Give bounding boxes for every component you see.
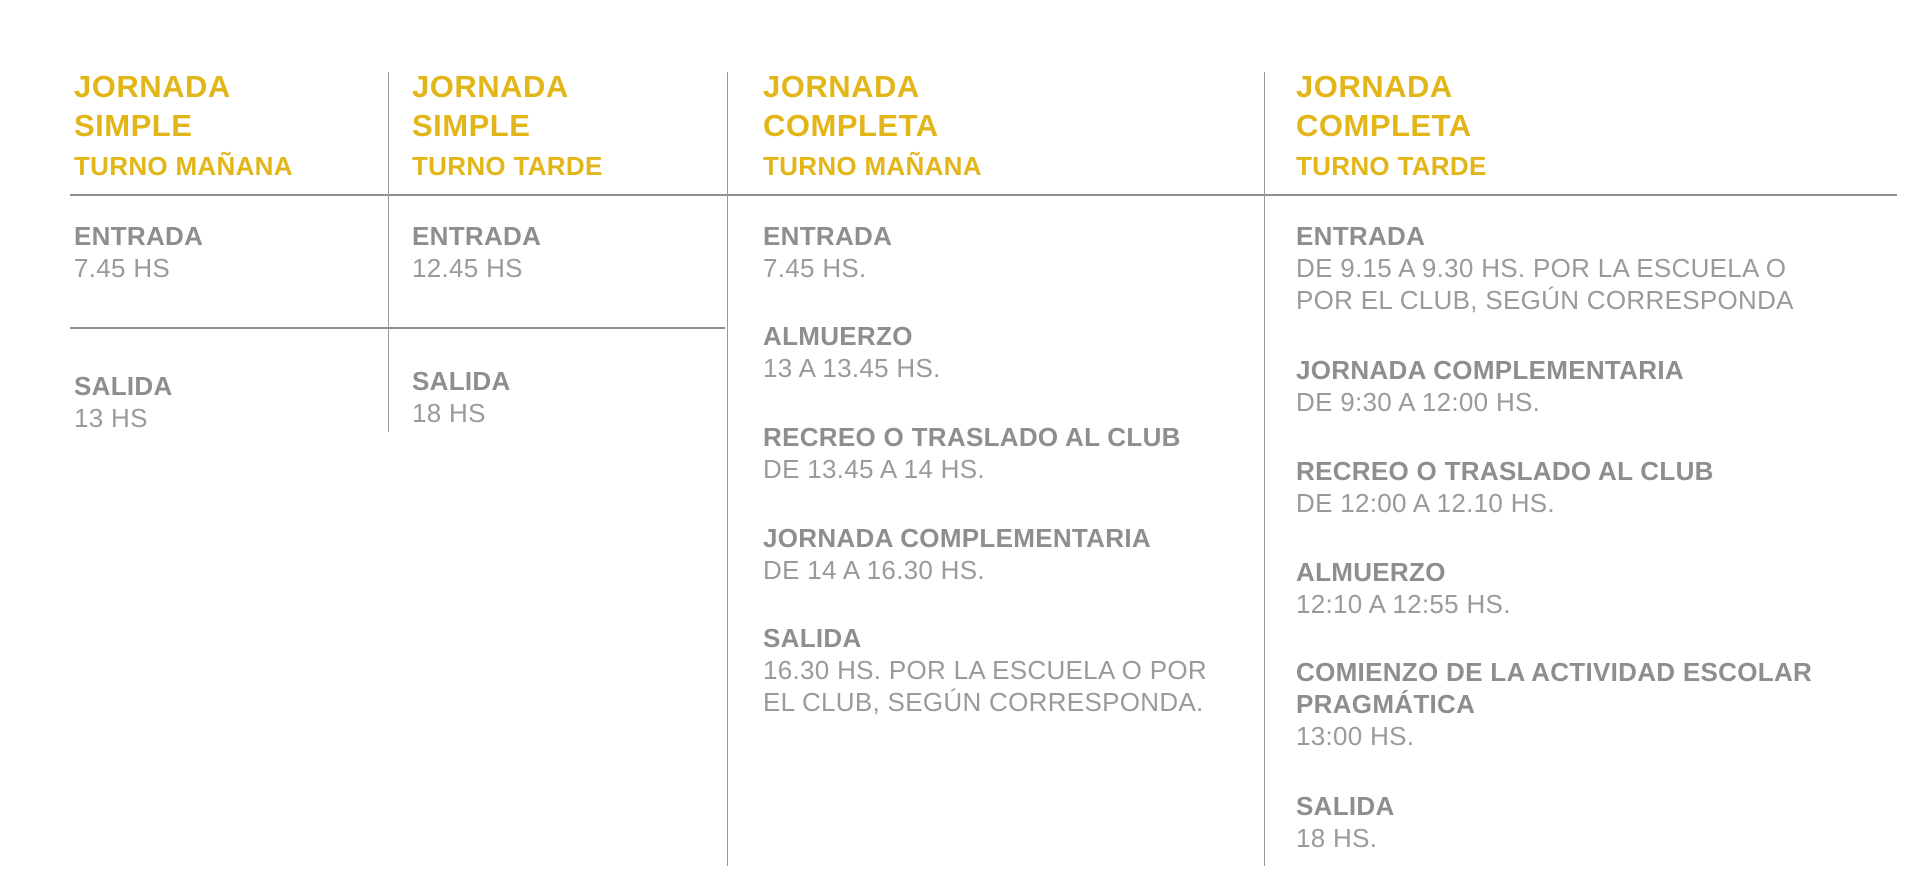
entry-value: 18 HS. (1296, 823, 1378, 853)
schedule-entry (412, 220, 541, 284)
entry-label: COMIENZO DE LA ACTIVIDAD ESCOLAR (1296, 657, 1813, 687)
schedule-entry (1296, 455, 1714, 519)
entry-value: 13:00 HS. (1296, 721, 1415, 751)
entry-label: SALIDA (1296, 791, 1395, 821)
entry-value: DE 9:30 A 12:00 HS. (1296, 387, 1541, 417)
entry-label: RECREO O TRASLADO AL CLUB (763, 422, 1181, 452)
entry-label: JORNADA COMPLEMENTARIA (1296, 355, 1684, 385)
column-divider-3 (1264, 72, 1265, 866)
column-title-line2: COMPLETA (1296, 108, 1472, 143)
entry-label: ENTRADA (74, 221, 204, 251)
column-title-line1: JORNADA (763, 69, 920, 104)
simple-row-divider (70, 327, 725, 329)
schedule-entry (763, 320, 941, 384)
entry-value: DE 14 A 16.30 HS. (763, 555, 985, 585)
entry-value: 7.45 HS. (763, 253, 867, 283)
entry-label: SALIDA (412, 366, 511, 396)
entry-value: DE 9.15 A 9.30 HS. POR LA ESCUELA O (1296, 253, 1787, 283)
schedule-entry (1296, 790, 1395, 854)
entry-value: 18 HS (412, 398, 486, 428)
entry-value: 12.45 HS (412, 253, 523, 283)
column-title-line1: JORNADA (1296, 69, 1453, 104)
column-divider-2 (727, 72, 728, 866)
column-title-line2: SIMPLE (74, 108, 193, 143)
schedule-entry (74, 370, 173, 434)
schedule-entry (1296, 656, 1812, 752)
column-title-line2: SIMPLE (412, 108, 531, 143)
entry-label: ALMUERZO (1296, 557, 1446, 587)
column-subtitle: TURNO MAÑANA (74, 151, 293, 181)
schedule-entry (412, 365, 511, 429)
column-title-line1: JORNADA (412, 69, 569, 104)
entry-label: ENTRADA (1296, 221, 1426, 251)
entry-value: EL CLUB, SEGÚN CORRESPONDA. (763, 687, 1204, 717)
entry-value: DE 12:00 A 12.10 HS. (1296, 488, 1555, 518)
column-subtitle: TURNO TARDE (412, 151, 603, 181)
entry-label: ALMUERZO (763, 321, 913, 351)
schedule-entry (1296, 556, 1511, 620)
entry-value: 16.30 HS. POR LA ESCUELA O POR (763, 655, 1207, 685)
entry-value: 12:10 A 12:55 HS. (1296, 589, 1511, 619)
schedule-entry (1296, 354, 1684, 418)
entry-label: RECREO O TRASLADO AL CLUB (1296, 456, 1714, 486)
entry-value: 13 HS (74, 403, 148, 433)
schedule-entry (763, 622, 1207, 718)
entry-label: ENTRADA (763, 221, 893, 251)
column-header-simple-tarde (412, 67, 603, 181)
column-title-line1: JORNADA (74, 69, 231, 104)
column-title-line2: COMPLETA (763, 108, 939, 143)
entry-label: PRAGMÁTICA (1296, 689, 1476, 719)
entry-label: SALIDA (74, 371, 173, 401)
entry-value: 7.45 HS (74, 253, 171, 283)
schedule-entry (74, 220, 203, 284)
column-header-completa-manana (763, 67, 982, 181)
schedule-entry (1296, 220, 1794, 316)
entry-value: 13 A 13.45 HS. (763, 353, 941, 383)
entry-value: DE 13.45 A 14 HS. (763, 454, 985, 484)
header-divider (70, 194, 1897, 196)
schedule-entry (763, 421, 1181, 485)
schedule-entry (763, 220, 892, 284)
entry-value: POR EL CLUB, SEGÚN CORRESPONDA (1296, 285, 1794, 315)
column-header-simple-manana (74, 67, 293, 181)
column-subtitle: TURNO TARDE (1296, 151, 1487, 181)
column-subtitle: TURNO MAÑANA (763, 151, 982, 181)
entry-label: JORNADA COMPLEMENTARIA (763, 523, 1151, 553)
column-divider-1 (388, 72, 389, 432)
entry-label: SALIDA (763, 623, 862, 653)
schedule-entry (763, 522, 1151, 586)
entry-label: ENTRADA (412, 221, 542, 251)
column-header-completa-tarde (1296, 67, 1487, 181)
